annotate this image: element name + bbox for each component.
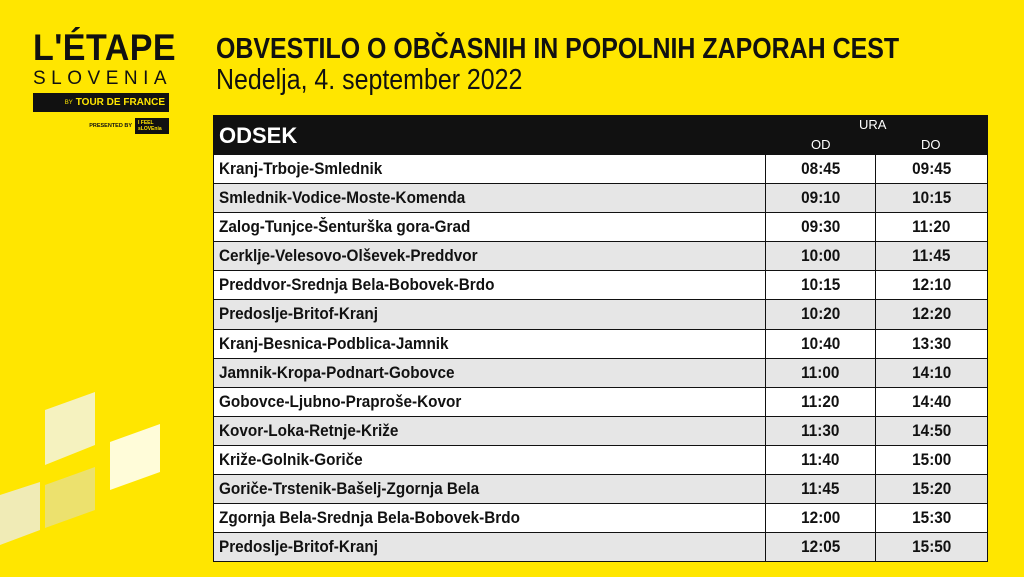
col-to-header: DO <box>921 137 941 152</box>
logo-main-text: L'ÉTAPE <box>33 27 177 68</box>
table-row <box>213 388 988 417</box>
table-row <box>213 213 988 242</box>
section-cell-text: Kranj-Besnica-Podblica-Jamnik <box>219 333 449 353</box>
table-row <box>213 359 988 388</box>
section-cell <box>214 330 766 358</box>
to-time-cell-text: 11:45 <box>912 246 951 266</box>
to-time-cell <box>876 388 987 416</box>
logo-tdf-bar <box>33 93 169 112</box>
from-time-cell-text: 11:00 <box>801 362 840 382</box>
deco-square <box>110 424 160 490</box>
from-time-cell <box>766 475 876 503</box>
from-time-cell-text: 10:15 <box>800 275 841 295</box>
from-time-cell <box>766 330 876 358</box>
section-cell <box>214 388 766 416</box>
from-time-cell-text: 11:20 <box>801 391 840 411</box>
from-time-cell-text: 10:00 <box>800 246 841 266</box>
table-row <box>213 446 988 475</box>
section-cell <box>214 300 766 328</box>
to-time-cell <box>876 417 987 445</box>
section-cell-text: Cerklje-Velesovo-Olševek-Preddvor <box>219 246 478 266</box>
from-time-cell <box>766 155 876 183</box>
to-time-cell <box>876 475 987 503</box>
to-time-cell <box>876 533 987 561</box>
section-cell-text: Goriče-Trstenik-Bašelj-Zgornja Bela <box>219 479 480 499</box>
table-row <box>213 330 988 359</box>
to-time-cell-text: 12:10 <box>911 275 952 295</box>
logo-presented-by <box>33 118 169 134</box>
from-time-cell <box>766 184 876 212</box>
brand-logo <box>33 27 177 134</box>
ifeel-slovenia-badge: I FEEL sLOVEnia <box>135 118 169 134</box>
from-time-cell-text: 11:40 <box>801 449 840 469</box>
logo-by: BY <box>64 99 73 106</box>
to-time-cell <box>876 155 987 183</box>
section-cell-text: Gobovce-Ljubno-Praproše-Kovor <box>219 391 462 411</box>
section-cell-text: Križe-Golnik-Goriče <box>219 449 363 469</box>
to-time-cell <box>876 300 987 328</box>
from-time-cell-text: 11:45 <box>801 479 840 499</box>
table-row <box>213 242 988 271</box>
deco-square <box>45 467 95 528</box>
from-time-cell-text: 10:40 <box>800 333 841 353</box>
section-cell-text: Predoslje-Britof-Kranj <box>219 304 378 324</box>
section-cell-text: Kovor-Loka-Retnje-Križe <box>219 420 399 440</box>
from-time-cell-text: 09:10 <box>800 188 841 208</box>
section-cell <box>214 271 766 299</box>
from-time-cell-text: 12:00 <box>800 508 841 528</box>
section-cell <box>214 359 766 387</box>
from-time-cell-text: 11:30 <box>801 420 840 440</box>
to-time-cell-text: 14:10 <box>911 362 952 382</box>
table-row <box>213 184 988 213</box>
from-time-cell-text: 08:45 <box>800 159 841 178</box>
to-time-cell <box>876 184 987 212</box>
deco-square <box>45 392 95 465</box>
col-time-header: URA <box>859 117 887 132</box>
deco-square <box>0 482 40 545</box>
to-time-cell-text: 15:20 <box>911 479 952 499</box>
table-row <box>213 417 988 446</box>
from-time-cell <box>766 242 876 270</box>
section-cell <box>214 475 766 503</box>
from-time-cell <box>766 446 876 474</box>
section-cell-text: Preddvor-Srednja Bela-Bobovek-Brdo <box>219 275 495 295</box>
table-row <box>213 504 988 533</box>
from-time-cell-text: 09:30 <box>800 217 841 237</box>
table-row <box>213 300 988 329</box>
to-time-cell-text: 15:50 <box>911 537 952 557</box>
to-time-cell-text: 11:20 <box>912 217 951 237</box>
table-row <box>213 533 988 562</box>
col-from-header: OD <box>811 137 831 152</box>
to-time-cell-text: 09:45 <box>911 159 952 178</box>
to-time-cell <box>876 359 987 387</box>
table-row <box>213 155 988 184</box>
to-time-cell <box>876 446 987 474</box>
table-header <box>213 115 988 155</box>
logo-tdf: TOUR DE FRANCE <box>75 97 165 108</box>
table-row <box>213 271 988 300</box>
from-time-cell <box>766 300 876 328</box>
section-cell <box>214 242 766 270</box>
decorative-squares <box>0 390 200 577</box>
page-subtitle: Nedelja, 4. september 2022 <box>216 64 523 96</box>
section-cell <box>214 417 766 445</box>
section-cell-text: Kranj-Trboje-Smlednik <box>219 159 383 178</box>
to-time-cell <box>876 504 987 532</box>
presented-label: PRESENTED BY <box>89 123 132 129</box>
section-cell <box>214 446 766 474</box>
from-time-cell <box>766 504 876 532</box>
to-time-cell-text: 14:40 <box>911 391 952 411</box>
col-section-header: ODSEK <box>219 123 298 148</box>
section-cell-text: Zalog-Tunjce-Šenturška gora-Grad <box>219 217 471 237</box>
section-cell-text: Jamnik-Kropa-Podnart-Gobovce <box>219 362 455 382</box>
from-time-cell-text: 12:05 <box>800 537 841 557</box>
from-time-cell-text: 10:20 <box>800 304 841 324</box>
to-time-cell-text: 10:15 <box>911 188 952 208</box>
from-time-cell <box>766 388 876 416</box>
to-time-cell-text: 13:30 <box>911 333 952 353</box>
to-time-cell <box>876 242 987 270</box>
to-time-cell-text: 12:20 <box>911 304 952 324</box>
section-cell <box>214 533 766 561</box>
table-row <box>213 475 988 504</box>
logo-sub-text: SLOVENIA <box>33 68 173 89</box>
section-cell <box>214 155 766 183</box>
section-cell <box>214 184 766 212</box>
to-time-cell-text: 14:50 <box>911 420 952 440</box>
section-cell-text: Zgornja Bela-Srednja Bela-Bobovek-Brdo <box>219 508 520 528</box>
from-time-cell <box>766 271 876 299</box>
from-time-cell <box>766 417 876 445</box>
from-time-cell <box>766 213 876 241</box>
section-cell-text: Predoslje-Britof-Kranj <box>219 537 378 557</box>
section-cell-text: Smlednik-Vodice-Moste-Komenda <box>219 188 466 208</box>
from-time-cell <box>766 359 876 387</box>
page-title: OBVESTILO O OBČASNIH IN POPOLNIH ZAPORAH CEST <box>216 33 900 65</box>
to-time-cell-text: 15:00 <box>911 449 952 469</box>
section-cell <box>214 213 766 241</box>
to-time-cell <box>876 271 987 299</box>
closures-table <box>213 115 988 562</box>
to-time-cell-text: 15:30 <box>911 508 952 528</box>
to-time-cell <box>876 213 987 241</box>
from-time-cell <box>766 533 876 561</box>
to-time-cell <box>876 330 987 358</box>
table-body <box>213 155 988 562</box>
section-cell <box>214 504 766 532</box>
